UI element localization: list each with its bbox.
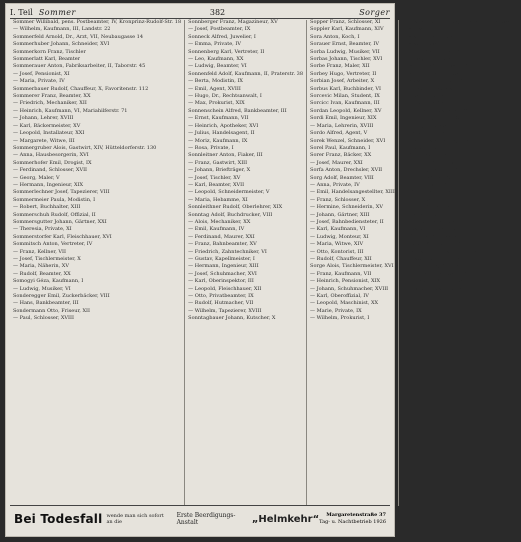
directory-entry: — Max, Agent, IV xyxy=(401,181,447,188)
directory-entry: — Otto, Kontorist, III xyxy=(310,248,364,255)
directory-entry: — Gustav, Kapellmeister, I xyxy=(188,256,255,262)
directory-entry: Sommerauer Anton, Fabriksarbeiter, II, Taborstr. 45 xyxy=(13,63,146,70)
directory-entry: — Ludwig, Monteur, XI xyxy=(310,233,369,240)
directory-entry: — Anton, Gastwirt, XV xyxy=(401,41,459,48)
directory-entry: — Maria, Witwe, XX xyxy=(401,174,453,181)
directory-entry: Sonntag Adolf, Buchdrucker, VIII xyxy=(188,211,273,218)
directory-entry: — Ferdinand, Schlosser, XVI xyxy=(401,63,474,70)
directory-entry: — Ludwig, Beamter, VI xyxy=(188,63,247,70)
header-left xyxy=(10,8,76,17)
column-4 xyxy=(399,20,521,506)
directory-entry: Sommerkorn Franz, Tischler xyxy=(13,48,86,55)
directory-entry: Sorgo Josef, Beamter, XIX xyxy=(401,270,468,277)
directory-entry: — Otto, Friseur, XV xyxy=(401,189,452,196)
directory-entry: — Georg, Tapezierer, III xyxy=(401,85,463,92)
directory-entry: — Maria, Hebamme, XI xyxy=(188,196,248,203)
directory-entry: — Anna, Hausbesorgerin, XVI xyxy=(13,152,89,159)
directory-entry: Sorghof Franz, Kellner, VII xyxy=(401,263,470,270)
directory-entry: — Leopold, Fleischhauer, XII xyxy=(188,285,262,292)
header-first-entry: Sommer xyxy=(38,7,76,17)
directory-entry: — Berta, Modistin, IX xyxy=(188,78,243,85)
page-number: 382 xyxy=(209,7,226,17)
directory-entry: Sorauer Ernst, Beamter, IV xyxy=(310,41,379,48)
directory-entry: Sondermann Otto, Friseur, XII xyxy=(13,307,90,314)
column-2 xyxy=(185,20,307,506)
directory-entry: — Gustav, Ingenieur, XIX xyxy=(401,93,466,100)
directory-entry: Sorbas Johann, Tischler, XVI xyxy=(310,56,383,63)
directory-entry: — Alois, Mechaniker, XX xyxy=(188,218,251,225)
directory-entry: — Emil, Kaufmann, IV xyxy=(188,226,245,233)
directory-entry: Sorge Alois, Tischlermeister, XVI xyxy=(310,263,394,270)
directory-entry: — Josef, Pensionist, XI xyxy=(13,70,70,77)
directory-entry: Sommerbauer Rudolf, Chauffeur, X, Favoritenstr. 112 xyxy=(13,85,149,92)
directory-entry: — Josef, Maurer, XXI xyxy=(310,159,363,166)
directory-entry: Sonnenschein Alfred, Bankbeamter, III xyxy=(188,107,287,114)
directory-entry: — Karl, Bäckermeister, XV xyxy=(13,122,81,129)
directory-entry: — Hugo, Vertreter, IX xyxy=(401,122,457,129)
directory-entry: — Georg, Maler, V xyxy=(13,174,60,181)
directory-entry: — Karl, Beamter, XVII xyxy=(188,181,245,188)
directory-entry: Sorgowitz Karl, Schlosser, XI xyxy=(401,278,476,285)
directory-entry: — Wilhelm, Schuhmacher, XVI xyxy=(401,248,480,255)
directory-entry: Sommerstorfer Karl, Fleischhauer, XVI xyxy=(13,233,112,240)
directory-entry: — Karl, Oberinspektor, III xyxy=(188,278,254,285)
directory-entry: — Maria, Witwe, XIV xyxy=(310,241,364,248)
directory-entry: — Karl, Oberoffizial, IV xyxy=(310,293,369,300)
directory-entry: — Julius, Handelsagent, II xyxy=(188,130,255,137)
directory-entry: — Anna, Private, IV xyxy=(310,181,360,188)
directory-entry: Sommer Willibald, pens. Postbeamter, IV, Kronprinz-Rudolf-Str. 18 xyxy=(13,19,182,25)
ad-middle xyxy=(106,512,319,526)
directory-entry: — Friedrich, Mechaniker, XII xyxy=(13,100,87,107)
directory-entry: Sonnenberg Karl, Vertreter, II xyxy=(188,48,265,55)
directory-entry: — Richard, Architekt, I xyxy=(401,204,461,211)
directory-entry: Sommerhofer Emil, Drogist, IX xyxy=(13,159,92,166)
directory-entry: — Leopold, Kutscher, XI xyxy=(401,159,463,166)
directory-entry: — Rosa, Private, I xyxy=(188,144,234,151)
directory-entry: Sonnenfeld Adolf, Kaufmann, II, Praterstr. 38 xyxy=(188,70,304,77)
directory-entry: — Stefan, Gärtner, XIII xyxy=(401,226,461,233)
directory-entry: Sordi Emil, Ingenieur, XIX xyxy=(310,115,377,122)
directory-entry: Sorgsam Marie, Private, VIII xyxy=(401,285,475,292)
directory-entry: — Wilhelm, Tapezierer, XVIII xyxy=(188,307,262,314)
directory-entry: — Moriz, Kaufmann, IX xyxy=(188,137,248,144)
directory-entry: Sommerer Franz, Beamter, XX xyxy=(13,93,91,100)
directory-entry: Sora Anton, Koch, I xyxy=(310,33,360,40)
directory-entry: — Franz, Bahnbeamter, XII xyxy=(401,70,471,77)
header-last-entry: Sorger xyxy=(359,7,390,17)
directory-entry: Sorger Adolf, Beamter, IV, Wohllebengasse 10 xyxy=(401,19,519,25)
directory-entry: — Leopold, Schneidermeister, V xyxy=(188,189,270,196)
directory-entry: — Hugo, Dr., Rechtsanwalt, I xyxy=(188,93,262,100)
directory-entry: Sorbus Karl, Buchbinder, VI xyxy=(310,85,382,92)
directory-entry: — Theresia, Private, XI xyxy=(13,226,72,233)
header-section: I. Teil xyxy=(10,7,33,17)
directory-entry: — Hermann, Zahnarzt, I xyxy=(401,115,464,122)
directory-entry: Sorbe Franz, Maler, XII xyxy=(310,63,370,70)
directory-entry: — Leopold, Maschinist, XX xyxy=(310,300,379,307)
directory-entry: — Maria, Private, IV xyxy=(13,78,65,85)
directory-entry: — Marie, Private, IX xyxy=(310,307,362,314)
directory-entry: — Karl, Offizial, V xyxy=(401,152,448,159)
directory-entry: Sommerlechner Josef, Tapezierer, VIII xyxy=(13,189,110,196)
directory-entry: — Theodor, Apotheker, VI xyxy=(401,233,467,240)
directory-entry: — Ludwig, Musiker, VI xyxy=(13,285,71,292)
ad-hours: Tag- u. Nachtbetrieb 1926 xyxy=(319,519,386,525)
directory-entry: — Johann, Gärtner, XIII xyxy=(310,211,370,218)
ad-brand: „Helmkehr“ xyxy=(251,513,320,525)
directory-entry: — Leo, Kaufmann, XX xyxy=(188,56,244,63)
directory-entry: — Josef, Bahnbediensteter, II xyxy=(310,218,384,225)
directory-entry: — Emil, Mechaniker, X xyxy=(401,48,460,55)
directory-entry: Sorel Paul, Kaufmann, I xyxy=(310,144,371,151)
directory-entry: — Leopold, Installateur, XXI xyxy=(13,130,85,137)
directory-entry: Sonneck Alfred, Juwelier, I xyxy=(188,33,256,40)
directory-entry: — Max, Prokurist, XIX xyxy=(188,100,245,107)
directory-entry: — Heinrich, Pensionist, XIX xyxy=(310,278,381,285)
directory-entry: Soppler Karl, Kaufmann, XIV xyxy=(310,26,384,33)
directory-entry: — Viktor, Kaufmann, IX xyxy=(401,241,462,248)
column-1 xyxy=(10,20,185,506)
directory-entry: Sommitsch Anton, Vertreter, IV xyxy=(13,241,93,248)
directory-entry: Sonderegger Emil, Zuckerbäcker, VIII xyxy=(13,293,110,300)
directory-entry: — Hermann, Ingenieur, XIX xyxy=(13,181,84,188)
directory-entry: — Rudolf, Hutmacher, VII xyxy=(188,300,254,307)
directory-entry: Sommersgutter Johann, Gärtner, XXI xyxy=(13,218,107,225)
directory-entry: Sorek Wenzel, Schneider, XVI xyxy=(310,137,386,144)
directory-entry: — Josef, Tischlermeister, X xyxy=(13,256,81,262)
directory-entry: — Anna, Private, XVIII xyxy=(401,33,460,40)
directory-entry: Sorcicc Ivan, Kaufmann, III xyxy=(310,100,380,107)
directory-entry: Sonnberger Franz, Magazineur, XV xyxy=(188,19,278,25)
directory-entry: Sorg Adolf, Beamter, VIII xyxy=(310,174,374,181)
directory-entry: Somogyi Géza, Kaufmann, I xyxy=(13,278,84,285)
directory-entry: Sonntagbauer Johann, Kutscher, X xyxy=(188,315,276,322)
advertisement-banner xyxy=(10,505,390,532)
directory-entry: — Johann, Lehrer, XVIII xyxy=(13,115,74,122)
directory-entry: — Paul, Schlosser, XVIII xyxy=(13,315,74,322)
directory-entry: — Maria, Lehrerin, XVIII xyxy=(310,122,374,129)
directory-entry: — Heinrich, Schneider, XVII xyxy=(401,107,474,114)
directory-entry: Sorgetz Anton, Arbeiter, XII xyxy=(401,256,473,262)
directory-entry: — Franz, Kaufmann, VII xyxy=(310,270,372,277)
directory-entry: — Franz, Bahnbeamter, XV xyxy=(188,241,257,248)
directory-columns xyxy=(10,19,519,506)
directory-entry: — Johann, Maurer, XXI xyxy=(401,130,461,137)
directory-entry: — Hermine, Schneiderin, XV xyxy=(310,204,383,211)
directory-entry: — Ludwig, Beamter, XIII xyxy=(401,167,465,174)
directory-entry: — Josef, Tischler, XV xyxy=(188,174,241,181)
directory-entry: Sorcevic Milan, Student, IX xyxy=(310,93,380,100)
directory-entry: — Emma, Private, IV xyxy=(188,41,241,48)
directory-entry: — Rudolf, Lehrer, XVIII xyxy=(401,218,462,225)
directory-entry: Sorba Ludwig, Musiker, VII xyxy=(310,48,380,55)
directory-entry: Sordo Alfred, Agent, V xyxy=(310,130,368,137)
ad-address: Margaretenstraße 37 xyxy=(326,512,386,518)
column-3 xyxy=(307,20,399,506)
directory-entry: Sommerschuh Rudolf, Offizial, II xyxy=(13,211,96,218)
directory-entry: — Josef, Fleischhauer, XIV xyxy=(401,137,469,144)
directory-page xyxy=(6,4,519,536)
page-header xyxy=(10,6,390,19)
directory-entry: — Robert, Buchhalter, XIII xyxy=(13,204,81,211)
directory-entry: — Franz, Gastwirt, XIII xyxy=(188,159,248,166)
directory-entry: — Margarete, Witwe, III xyxy=(13,137,75,144)
directory-entry: — Hans, Bankbeamter, III xyxy=(13,300,79,307)
directory-entry: — Emil, Handelsangestellter, XIII xyxy=(310,189,395,196)
directory-entry: — Johann, Briefträger, X xyxy=(188,167,251,174)
directory-entry: — Karl, Kaufmann, VI xyxy=(310,226,366,233)
directory-entry: — Franz, Kellner, VII xyxy=(13,248,66,255)
directory-entry: Sonnleitner Anton, Fiaker, III xyxy=(188,152,263,159)
directory-entry: — Heinrich, Apotheker, XVI xyxy=(188,122,259,129)
directory-entry: — Josef, Postbeamter, IX xyxy=(188,26,251,33)
directory-entry: Sopper Franz, Schlosser, XI xyxy=(310,19,381,25)
directory-entry: — Hermann, Ingenieur, XIII xyxy=(188,263,259,270)
directory-entry: — Robert, Bankbeamter, III xyxy=(401,211,472,218)
directory-entry: — Friedrich, Drucker, VIII xyxy=(401,78,469,85)
directory-entry: Sommerhuber Johann, Schneider, XVI xyxy=(13,41,110,48)
ad-contact xyxy=(319,512,390,526)
directory-entry: — Paul, Tischler, X xyxy=(401,196,450,203)
directory-entry: Sommergruber Alois, Gastwirt, XIV, Hütteldorferstr. 130 xyxy=(13,144,157,151)
ad-small-text: wende man sich sofort an die xyxy=(106,513,164,525)
directory-entry: — Ferdinand, Maurer, XXI xyxy=(188,233,255,240)
directory-entry: Sonnleithner Rudolf, Oberlehrer, XIX xyxy=(188,204,283,211)
directory-entry: — Wilhelm, Kaufmann, III, Landstr. 22 xyxy=(13,26,111,33)
directory-entry: — Josef, Schuhmacher, XVI xyxy=(188,270,257,277)
directory-entry: Sordan Leopold, Kellner, XV xyxy=(310,107,382,114)
directory-entry: — Hans, Musiker, VII xyxy=(401,100,456,107)
directory-entry: — Heinrich, Kaufmann, VI, Mariahilferstr. 71 xyxy=(13,107,128,114)
directory-entry: — Ernst, Kaufmann, VII xyxy=(188,115,249,122)
directory-entry: Sommerfeld Arnold, Dr., Arzt, VII, Neubaugasse 14 xyxy=(13,33,144,40)
directory-entry: — Ferdinand, Schlosser, XVII xyxy=(13,167,88,174)
directory-entry: — Rudolf, Chauffeur, XII xyxy=(310,256,372,262)
directory-entry: — Johann, Schuhmacher, XVIII xyxy=(310,285,389,292)
directory-entry: Sorfa Anton, Drechsler, XVII xyxy=(310,167,383,174)
directory-entry: Sommermeier Paula, Modistin, I xyxy=(13,196,96,203)
directory-entry: — Wilhelm, Prokurist, I xyxy=(310,315,370,322)
directory-entry: — Friedrich, Zahntechniker, VI xyxy=(188,248,267,255)
directory-entry: Sorbian Josef, Arbeiter, X xyxy=(310,78,375,85)
ad-title: Bei Todesfall xyxy=(14,512,103,526)
directory-entry: — Emil, Agent, XVIII xyxy=(188,85,241,92)
ad-company: Erste Beerdigungs-Anstalt xyxy=(176,512,236,526)
directory-entry: — Rudolf, Beamter, XX xyxy=(13,270,71,277)
directory-entry: — Ernst, Buchhalter, VI xyxy=(401,56,462,63)
directory-entry: Sorbey Hugo, Vertreter, II xyxy=(310,70,377,77)
directory-entry: — Julius, Kaufmann, II xyxy=(401,144,459,151)
directory-entry: — Alfred, Kaufmann, II xyxy=(401,26,461,33)
directory-entry: — Franz, Schlosser, X xyxy=(310,196,366,203)
directory-entry: — Otto, Privatbeamter, IX xyxy=(188,293,254,300)
directory-entry: Sommerlatt Karl, Beamter xyxy=(13,56,81,63)
directory-entry: Sorer Franz, Bäcker, XX xyxy=(310,152,372,159)
directory-entry: — Maria, Näherin, XV xyxy=(13,263,69,270)
